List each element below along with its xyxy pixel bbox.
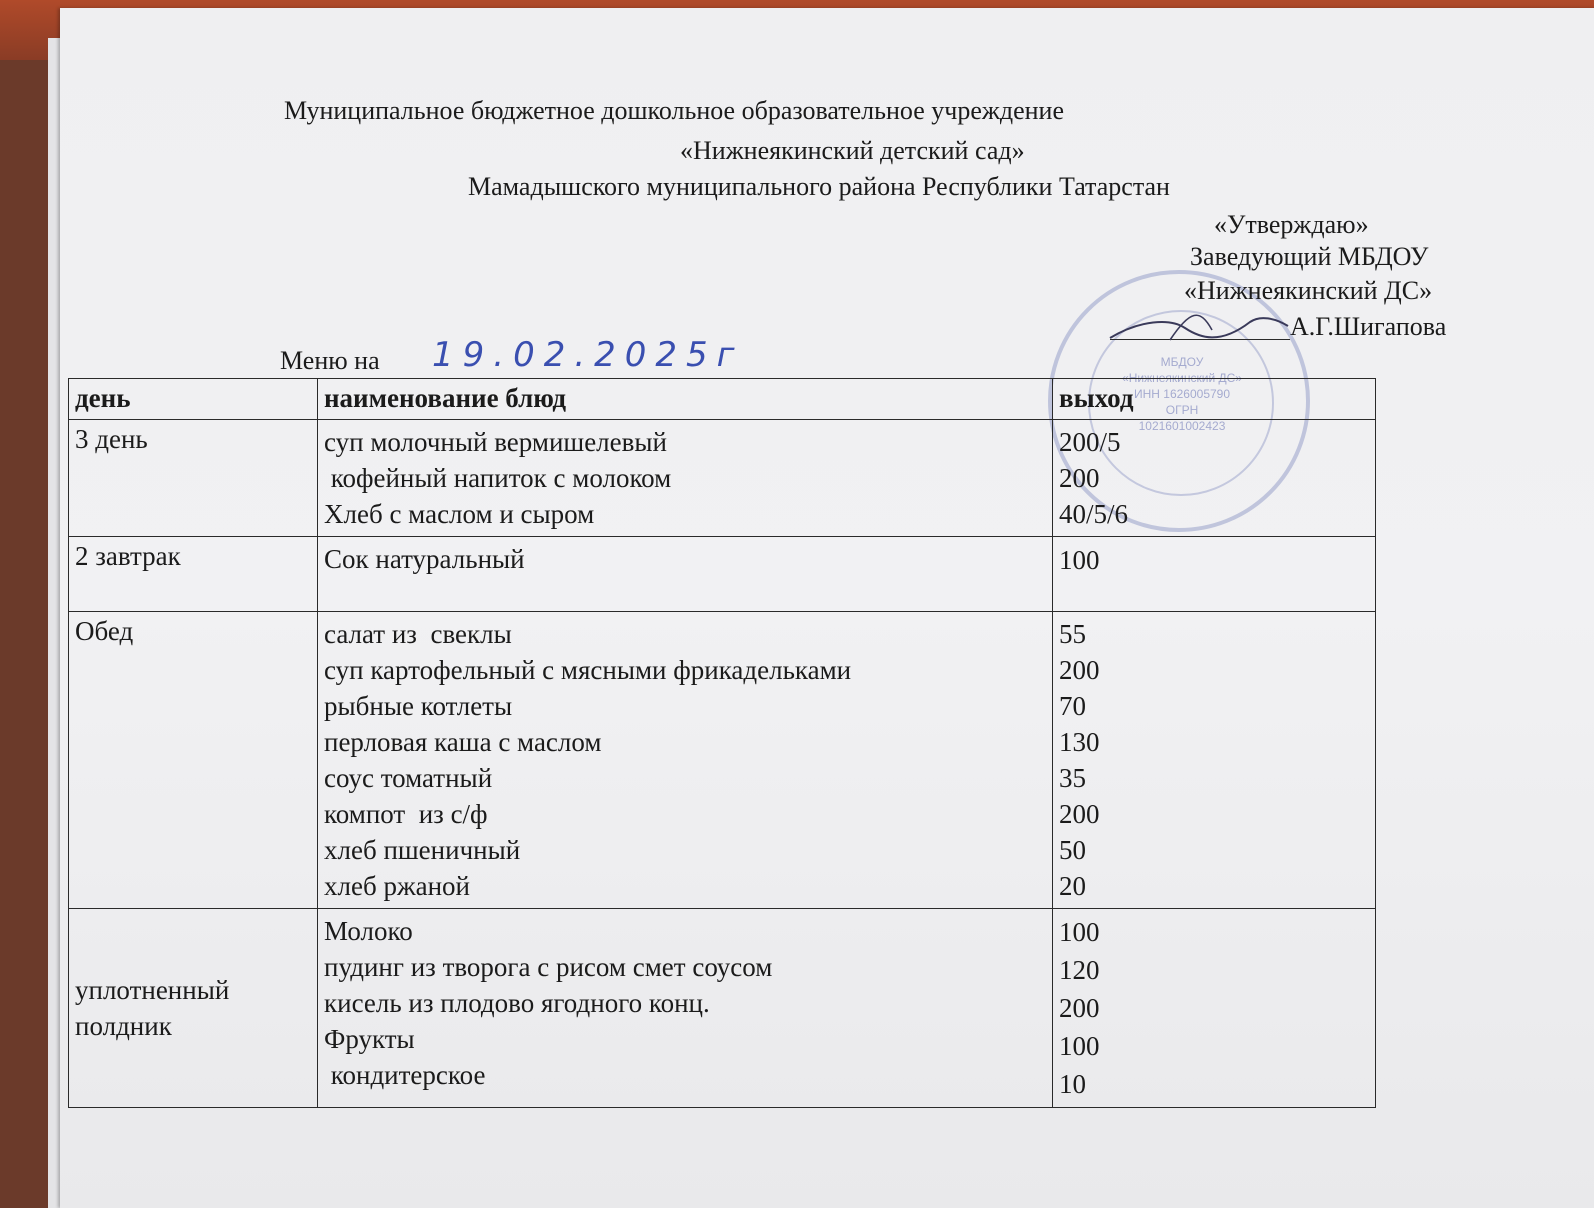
dish-item: Фрукты (324, 1024, 415, 1054)
dish-item: Молоко (324, 916, 413, 946)
dish-item: Хлеб с маслом и сыром (324, 499, 595, 529)
output-cell (1053, 612, 1376, 909)
output-value: 130 (1059, 727, 1100, 757)
table-row (69, 612, 1376, 909)
menu-label: Меню на (280, 346, 380, 375)
output-value: 70 (1059, 691, 1086, 721)
approver-position: Заведующий МБДОУ (1190, 242, 1429, 271)
dish-item: хлеб пшеничный (324, 835, 521, 865)
output-value: 10 (1059, 1069, 1086, 1099)
kindergarten-title: «Нижнеякинский детский сад» (680, 136, 1025, 165)
handwritten-date (432, 330, 812, 376)
dishes-cell (318, 420, 1053, 537)
day-cell: 2 завтрак (69, 537, 318, 612)
approver-name: А.Г.Шигапова (1290, 312, 1447, 341)
dish-item: суп молочный вермишелевый (324, 427, 667, 457)
table-header-row (69, 379, 1376, 420)
dishes-cell (318, 909, 1053, 1108)
header-day: день (69, 379, 318, 420)
dish-item: соус томатный (324, 763, 493, 793)
dish-item: кондитерское (324, 1060, 486, 1090)
dish-item: Сок натуральный (324, 544, 525, 574)
output-value: 40/5/6 (1059, 499, 1129, 529)
output-value: 200 (1059, 993, 1100, 1023)
output-value: 20 (1059, 871, 1086, 901)
output-value: 100 (1059, 1031, 1100, 1061)
day-cell: 3 день (69, 420, 318, 537)
output-value: 200 (1059, 463, 1100, 493)
dish-item: рыбные котлеты (324, 691, 513, 721)
dish-item: перловая каша с маслом (324, 727, 602, 757)
output-value: 200 (1059, 799, 1100, 829)
dish-item: кисель из плодово ягодного конц. (324, 988, 710, 1018)
signature-scribble (1100, 300, 1300, 360)
day-cell (69, 909, 318, 1108)
table-row (69, 909, 1376, 1108)
output-value: 120 (1059, 955, 1100, 985)
output-value: 55 (1059, 619, 1086, 649)
header-output: выход (1053, 379, 1376, 420)
dish-item: суп картофельный с мясными фрикадельками (324, 655, 852, 685)
approve-label: «Утверждаю» (1214, 210, 1369, 239)
district-title: Мамадышского муниципального района Республики Татарстан (468, 172, 1170, 201)
dishes-cell (318, 537, 1053, 612)
dish-item: пудинг из творога с рисом смет соусом (324, 952, 773, 982)
dish-item: компот из с/ф (324, 799, 488, 829)
dish-item: кофейный напиток с молоком (324, 463, 672, 493)
output-cell (1053, 537, 1376, 612)
table-row (69, 420, 1376, 537)
dish-item: салат из свеклы (324, 619, 512, 649)
header-dish-name: наименование блюд (318, 379, 1053, 420)
output-value: 35 (1059, 763, 1086, 793)
handwritten-date-text: 19.02.2025г (432, 335, 744, 375)
output-cell (1053, 909, 1376, 1108)
stamp-text: МБДОУ «Нижнеякинский ДС» ИНН 1626005790 ОГРН 1021601002423 (1122, 355, 1242, 433)
dishes-cell (318, 612, 1053, 909)
day-line: уплотненный (75, 975, 230, 1005)
output-value: 100 (1059, 917, 1100, 947)
output-value: 50 (1059, 835, 1086, 865)
output-cell (1053, 420, 1376, 537)
table-row (69, 537, 1376, 612)
output-value: 200 (1059, 655, 1100, 685)
day-line: полдник (75, 1011, 172, 1041)
approver-org: «Нижнеякинский ДС» (1184, 276, 1433, 305)
dish-item: хлеб ржаной (324, 871, 470, 901)
output-value: 200/5 (1059, 427, 1121, 457)
day-cell: Обед (69, 612, 318, 909)
menu-table (68, 378, 1376, 1108)
institution-title: Муниципальное бюджетное дошкольное образовательное учреждение (284, 96, 1064, 125)
output-value: 100 (1059, 545, 1100, 575)
